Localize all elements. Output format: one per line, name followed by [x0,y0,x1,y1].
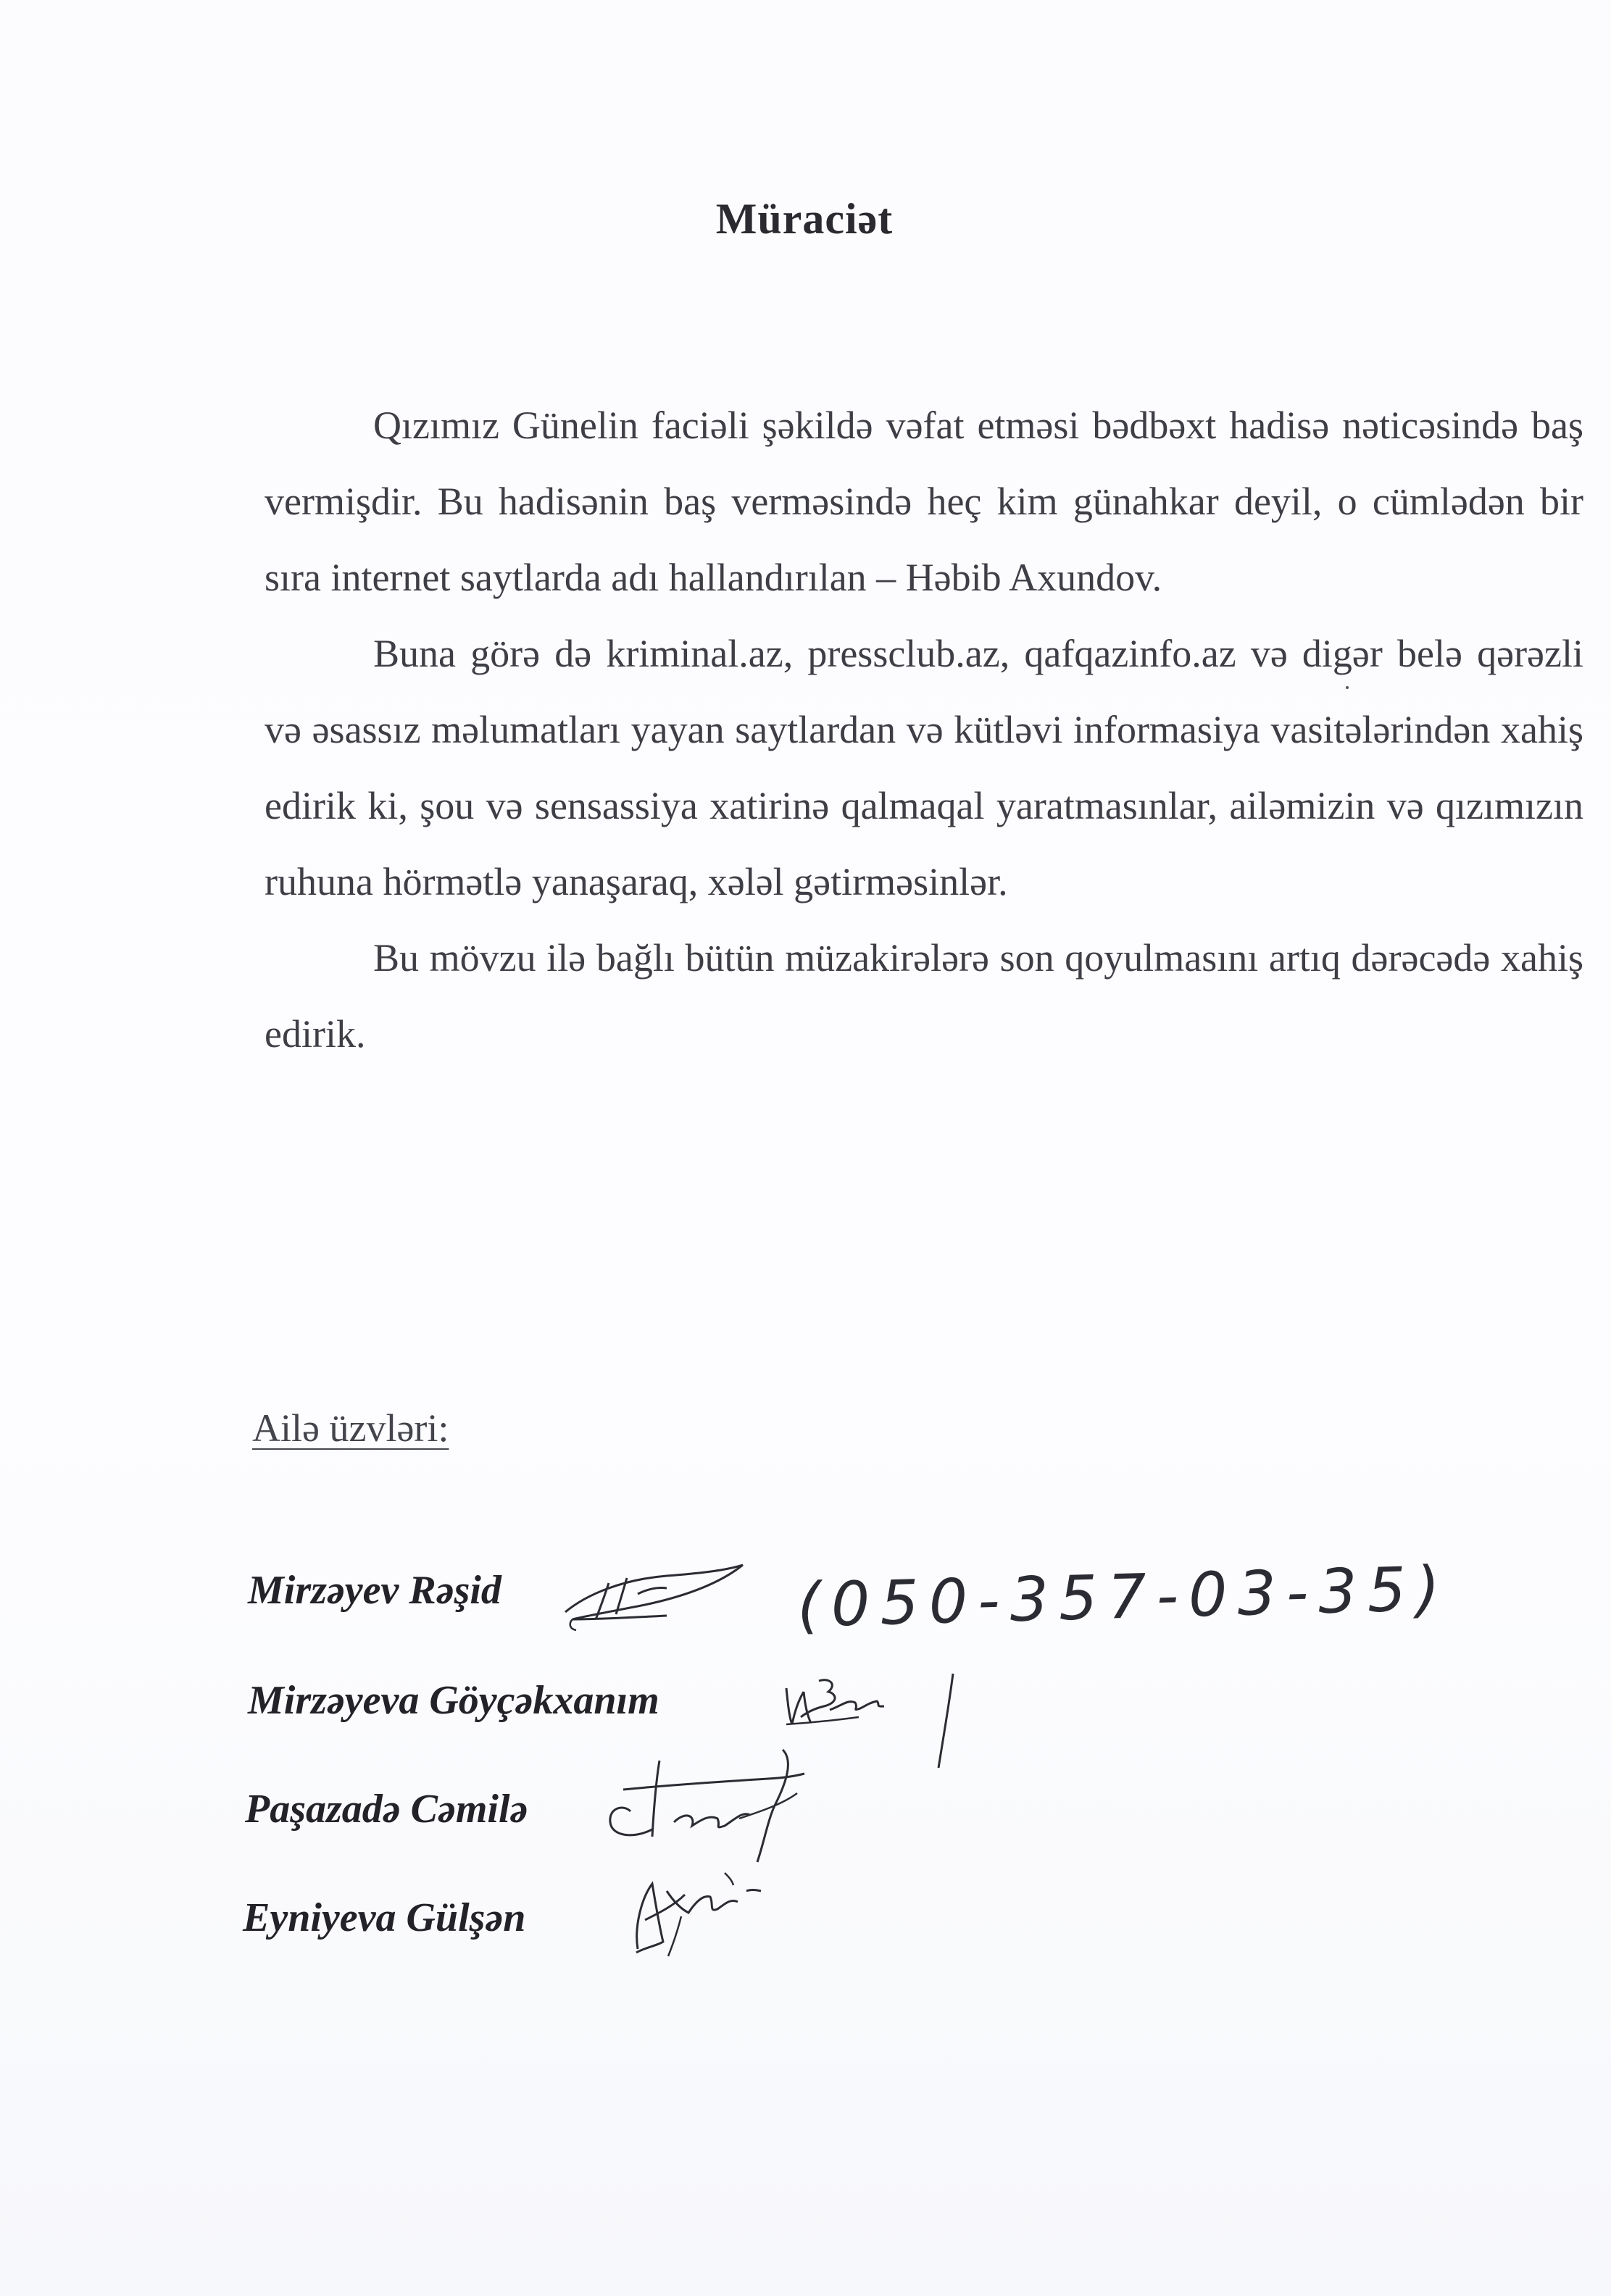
signature-4 [623,1862,790,1963]
signatory-4-name: Eyniyeva Gülşən [243,1895,526,1940]
signature-1 [558,1550,754,1637]
family-members-label: Ailə üzvləri: [252,1406,449,1450]
document-title: Müraciət [715,195,894,243]
paragraph-2: Buna görə də kriminal.az, pressclub.az, qafqazinfo.az və digər belə qərəzli və əsassız məlumatları yayan saytlardan və kütləvi informasiya vasitələrindən xahiş edirik ki, şou və sensassiya xatirinə qalmaqal yaratmasınlar, ailəmizin və qızımızın ruhuna hörmətlə yanaşaraq, xələl gətirməsinlər. [265,632,1583,903]
handwritten-phone-number: (050-357-03-35) [796,1553,1452,1641]
signatory-2-name: Mirzəyeva Göyçəkxanım [248,1678,659,1723]
paper-speck [1346,686,1349,689]
signatory-1-name: Mirzəyev Rəşid [248,1568,501,1613]
paragraph-1: Qızımız Günelin faciəli şəkildə vəfat etməsi bədbəxt hadisə nəticəsində baş vermişdir. Bu hadisənin baş verməsində heç kim günahkar deyil, o cümlədən bir sıra internet saytlarda adı hallandırılan – Həbib Axundov. [265,404,1583,599]
signature-3 [601,1746,819,1869]
document-body [265,388,1583,1072]
paragraph-3: Bu mövzu ilə bağlı bütün müzakirələrə son qoyulmasını artıq dərəcədə xahiş edirik. [265,936,1583,1056]
signatory-3-name: Paşazadə Cəmilə [245,1787,528,1832]
